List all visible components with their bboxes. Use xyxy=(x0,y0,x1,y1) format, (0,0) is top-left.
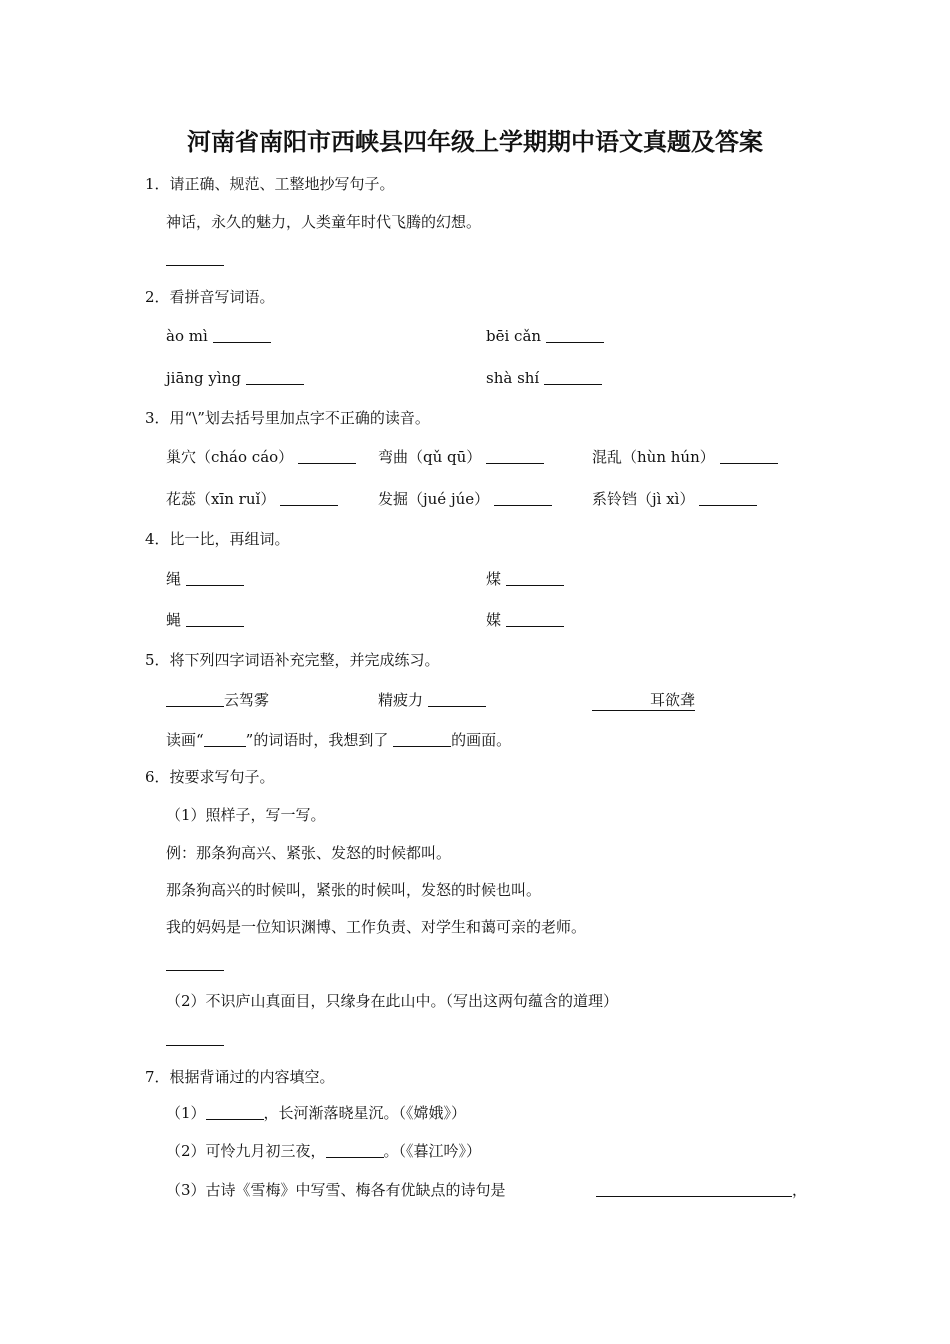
question-1-stem: 1．请正确、规范、工整地抄写句子。 xyxy=(145,175,395,193)
answer-blank[interactable] xyxy=(699,490,757,506)
answer-blank[interactable] xyxy=(544,369,602,385)
answer-blank[interactable] xyxy=(326,1142,384,1158)
answer-blank[interactable] xyxy=(546,327,604,343)
answer-line-q1[interactable] xyxy=(166,265,224,266)
answer-blank[interactable] xyxy=(720,448,778,464)
reading-item: 弯曲（qǔ qū） xyxy=(378,447,544,467)
compare-item: 煤 xyxy=(486,569,564,589)
answer-blank[interactable] xyxy=(486,448,544,464)
compare-item: 媒 xyxy=(486,610,564,630)
page-title: 河南省南阳市西峡县四年级上学期期中语文真题及答案 xyxy=(187,127,763,156)
answer-blank[interactable] xyxy=(494,490,552,506)
pinyin-item: shà shí xyxy=(486,368,602,388)
answer-blank[interactable] xyxy=(246,369,304,385)
question-2-stem: 2．看拼音写词语。 xyxy=(145,288,275,306)
answer-blank[interactable] xyxy=(298,448,356,464)
idiom-item: 耳欲聋 xyxy=(592,690,695,710)
reading-item: 花蕊（xīn ruǐ） xyxy=(166,489,338,509)
poem-fill-3: （3）古诗《雪梅》中写雪、梅各有优缺点的诗句是 xyxy=(166,1181,506,1199)
answer-blank[interactable] xyxy=(506,570,564,586)
reading-item: 系铃铛（jì xì） xyxy=(592,489,757,509)
answer-blank[interactable] xyxy=(428,691,486,707)
question-6-stem: 6．按要求写句子。 xyxy=(145,768,275,786)
answer-blank[interactable] xyxy=(280,490,338,506)
pinyin-item: ào mì xyxy=(166,326,271,346)
poem-fill-2: （2）可怜九月初三夜， 。（《暮江吟》） xyxy=(166,1142,482,1160)
reading-item: 发掘（jué júe） xyxy=(378,489,552,509)
answer-line-q6-1[interactable] xyxy=(166,970,224,971)
answer-blank[interactable] xyxy=(206,1104,264,1120)
reading-item: 混乱（hùn hún） xyxy=(592,447,778,467)
question-1-sentence: 神话，永久的魅力，人类童年时代飞腾的幻想。 xyxy=(166,213,482,231)
pinyin-item: jiāng yìng xyxy=(166,368,304,388)
compare-item: 蝇 xyxy=(166,610,244,630)
idiom-reading-sentence: 读画“ ”的词语时，我想到了 的画面。 xyxy=(166,731,512,749)
question-3-stem: 3．用“\”划去括号里加点字不正确的读音。 xyxy=(145,409,430,427)
poem-fill-3-blank: ， xyxy=(596,1180,807,1200)
answer-line-q6-2[interactable] xyxy=(166,1045,224,1046)
idiom-item: 精疲力 xyxy=(378,690,486,710)
question-7-stem: 7．根据背诵过的内容填空。 xyxy=(145,1068,335,1086)
answer-blank[interactable] xyxy=(596,1181,792,1197)
compare-item: 绳 xyxy=(166,569,244,589)
task-sentence: 我的妈妈是一位知识渊博、工作负责、对学生和蔼可亲的老师。 xyxy=(166,918,587,936)
answer-blank[interactable] xyxy=(393,731,451,747)
example-rewrite: 那条狗高兴的时候叫，紧张的时候叫，发怒的时候也叫。 xyxy=(166,881,542,899)
reading-item: 巢穴（cháo cáo） xyxy=(166,447,356,467)
answer-blank[interactable] xyxy=(204,731,246,747)
answer-blank[interactable] xyxy=(186,611,244,627)
answer-blank[interactable] xyxy=(166,691,224,707)
example-sentence: 例：那条狗高兴、紧张、发怒的时候都叫。 xyxy=(166,844,452,862)
answer-blank[interactable] xyxy=(186,570,244,586)
answer-blank[interactable] xyxy=(213,327,271,343)
poem-fill-1: （1） ，长河渐落晓星沉。（《嫦娥》） xyxy=(166,1104,467,1122)
question-6-part-1: （1）照样子，写一写。 xyxy=(166,806,326,824)
idiom-item: 云驾雾 xyxy=(166,690,269,710)
question-5-stem: 5．将下列四字词语补充完整，并完成练习。 xyxy=(145,651,440,669)
question-6-part-2: （2）不识庐山真面目，只缘身在此山中。（写出这两句蕴含的道理） xyxy=(166,992,619,1010)
answer-blank[interactable] xyxy=(506,611,564,627)
pinyin-item: bēi cǎn xyxy=(486,326,604,346)
question-4-stem: 4．比一比，再组词。 xyxy=(145,530,290,548)
